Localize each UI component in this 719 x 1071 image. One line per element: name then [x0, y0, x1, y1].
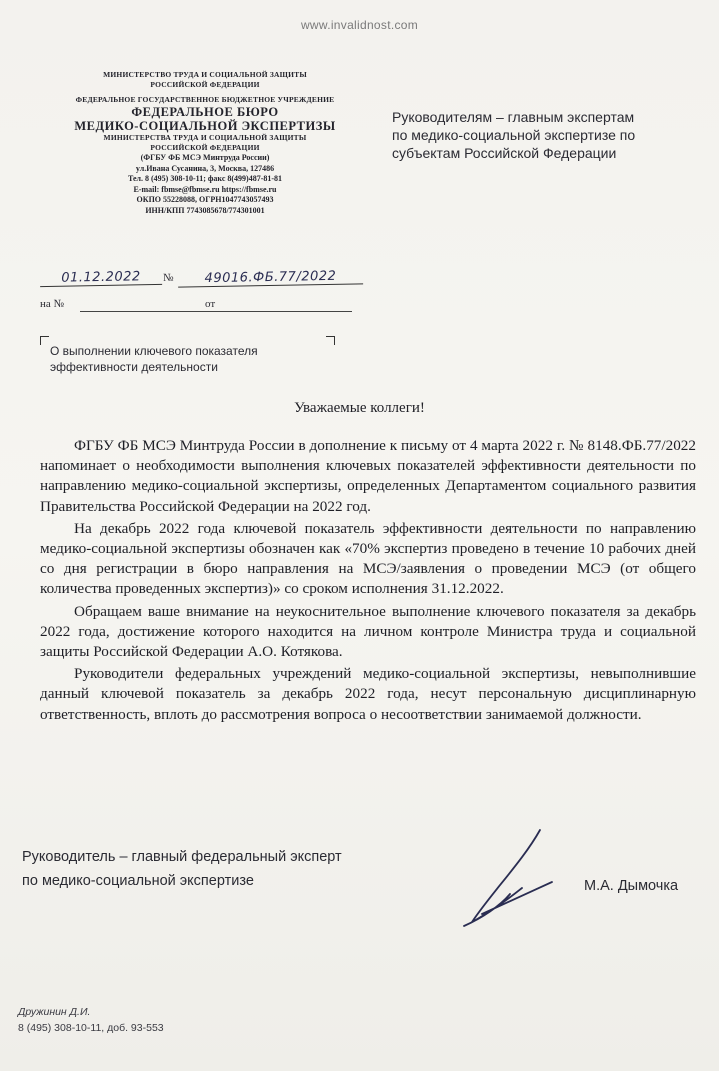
executor-name: Дружинин Д.И. — [18, 1006, 91, 1018]
recipient-line-1: Руководителям – главным экспертам — [392, 109, 635, 125]
email: E-mail: fbmse@fbmse.ru https://fbmse.ru — [133, 184, 277, 194]
inn: ИНН/КПП 7743085678/774301001 — [145, 205, 265, 215]
bureau-line-2: МЕДИКО-СОЦИАЛЬНОЙ ЭКСПЕРТИЗЫ — [74, 119, 336, 133]
address: ул.Ивана Сусанина, 3, Москва, 127486 — [135, 163, 275, 173]
institution-type: ФЕДЕРАЛЬНОЕ ГОСУДАРСТВЕННОЕ БЮДЖЕТНОЕ УЧРЕЖДЕНИЕ — [75, 95, 335, 104]
signatory-title-line-2: по медико-социальной экспертизе — [22, 873, 254, 889]
phone: Тел. 8 (495) 308-10-11; факс 8(499)487-81-81 — [127, 174, 283, 183]
watermark: www.invalidnost.com — [300, 18, 419, 32]
from-label: от — [205, 298, 216, 310]
signatory-name: М.А. Дымочка — [584, 878, 679, 894]
greeting: Уважаемые коллеги! — [294, 400, 425, 416]
short-name: (ФГБУ ФБ МСЭ Минтруда России) — [140, 153, 270, 162]
signatory-title — [22, 845, 402, 893]
handwritten-signature — [452, 822, 562, 932]
subject — [50, 343, 320, 375]
paragraph-1: ФГБУ ФБ МСЭ Минтруда России в дополнение к письму от 4 марта 2022 г. № 8148.ФБ.77/2022 напоминает о необходимости выполнения ключевых показателей эффективности деятельности по направлению медико-социальной экспертизы, определенных Департаментом социального развития Правительства Российской Федерации на 2022 год. — [40, 437, 696, 515]
executor-phone: 8 (495) 308-10-11, доб. 93-553 — [18, 1022, 164, 1034]
subordination-line-1: МИНИСТЕРСТВА ТРУДА И СОЦИАЛЬНОЙ ЗАЩИТЫ — [103, 133, 307, 142]
subject-line-2: эффективности деятельности — [50, 360, 218, 374]
paragraph-4: Руководители федеральных учреждений медико-социальной экспертизы, невыполнившие данный ключевой показатель за декабрь 2022 года, несут персональную дисциплинарную ответственность, вплоть до рассмотрения вопроса о несоответствии занимаемой должности. — [40, 665, 696, 723]
paragraph-3: Обращаем ваше внимание на неукоснительное выполнение ключевого показателя за декабрь 2022 года, достижение которого находится на личном контроле Министра труда и социальной защиты Российской Федерации А.О. Котякова. — [40, 602, 696, 661]
subject-bracket-right — [326, 336, 335, 345]
on-number-label: на № — [40, 298, 65, 310]
recipient-line-2: по медико-социальной экспертизе по — [392, 127, 636, 143]
from-line — [222, 311, 352, 312]
subject-bracket-left — [40, 336, 49, 345]
bureau-line-1: ФЕДЕРАЛЬНОЕ БЮРО — [131, 105, 279, 119]
recipient-line-3: субъектам Российской Федерации — [392, 145, 617, 161]
number-sign: № — [163, 272, 174, 284]
outgoing-date: 01.12.2022 — [40, 269, 162, 287]
recipient-block — [392, 108, 692, 162]
subordination-line-2: РОССИЙСКОЙ ФЕДЕРАЦИИ — [150, 143, 260, 152]
outgoing-number: 49016.ФБ.77/2022 — [178, 268, 363, 287]
executor-block — [18, 1004, 238, 1036]
paragraph-2: На декабрь 2022 года ключевой показатель эффективности деятельности по направлению медико-социальной экспертизы обозначен как «70% экспертиз проведено в течение 10 рабочих дней со дня регистрации в бюро направления на МСЭ/заявления о проведении МСЭ (от общего количества проведенных экспертиз)» со сроком исполнения 31.12.2022. — [40, 519, 696, 598]
letterhead — [40, 70, 370, 216]
letter-body — [40, 436, 696, 725]
okpo: ОКПО 55228088, ОГРН1047743057493 — [136, 195, 274, 204]
ministry-line-2: РОССИЙСКОЙ ФЕДЕРАЦИИ — [150, 80, 260, 89]
on-number-line — [80, 311, 240, 312]
ministry-line-1: МИНИСТЕРСТВО ТРУДА И СОЦИАЛЬНОЙ ЗАЩИТЫ — [103, 70, 307, 79]
signatory-title-line-1: Руководитель – главный федеральный эксперт — [22, 849, 342, 865]
subject-line-1: О выполнении ключевого показателя — [50, 344, 258, 358]
